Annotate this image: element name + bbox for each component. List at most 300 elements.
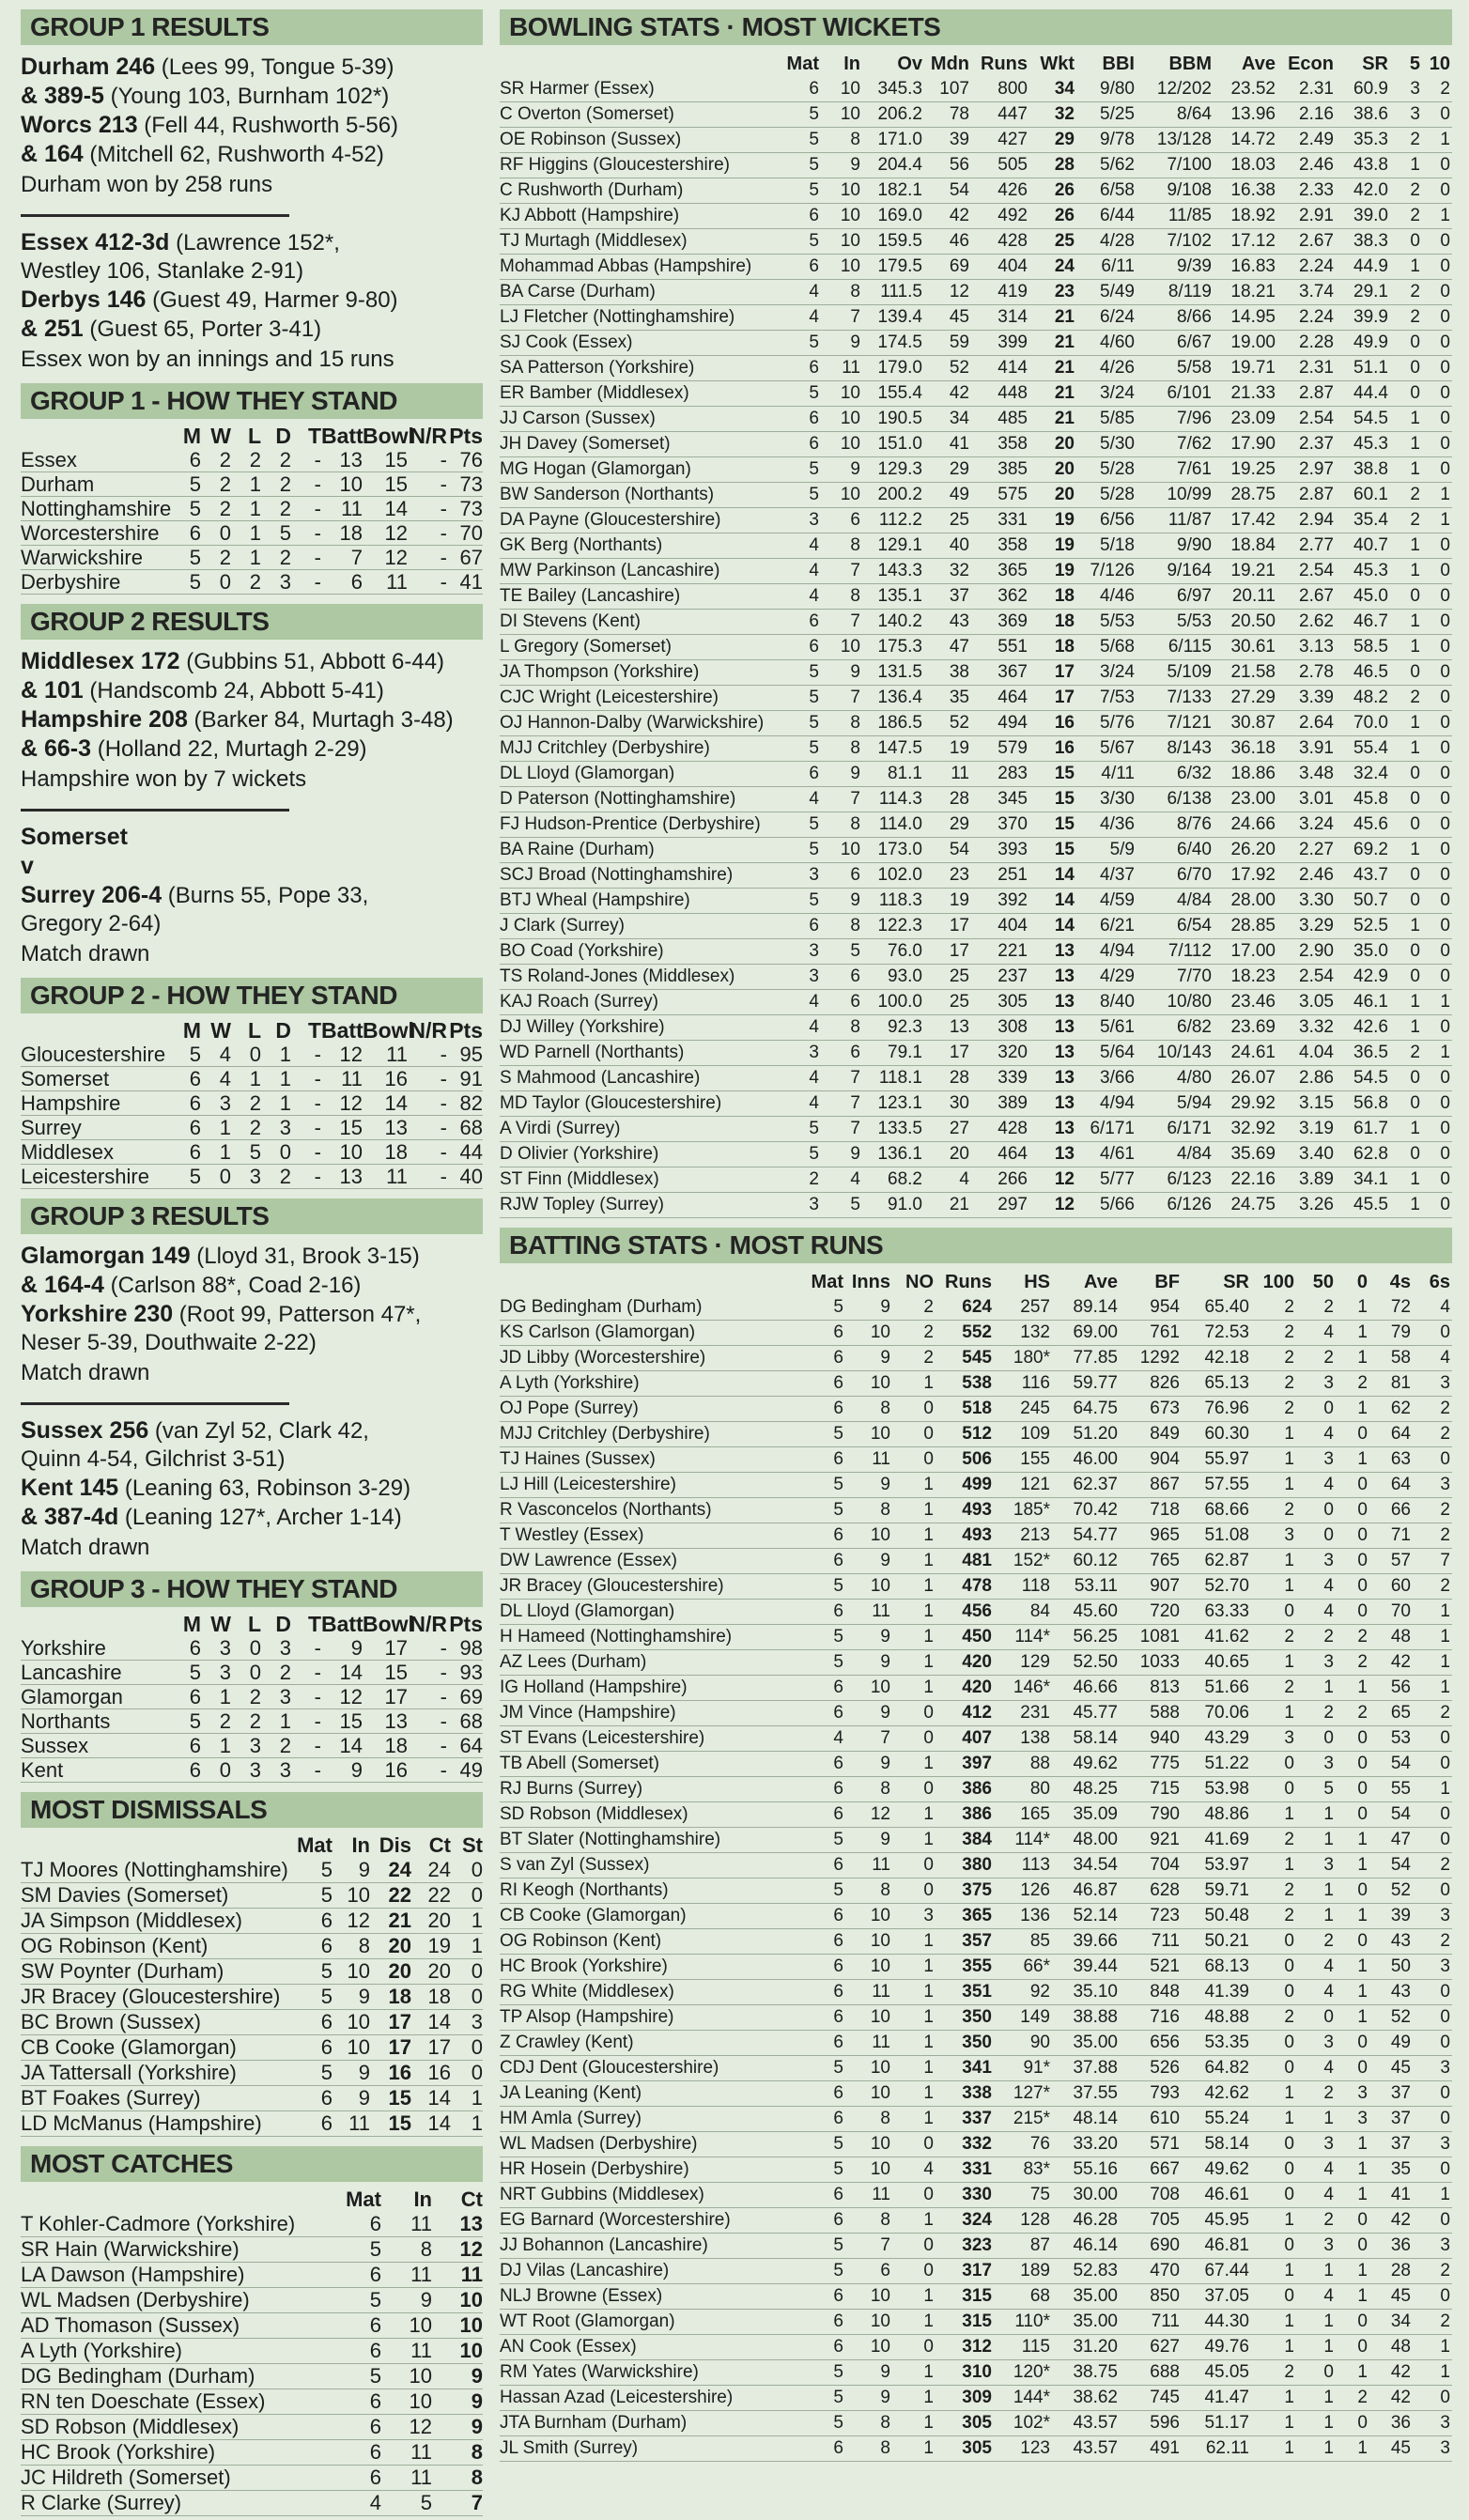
stat-value: 0 xyxy=(1440,307,1450,327)
table-row xyxy=(500,1701,1452,1726)
stat-value: 56 xyxy=(949,155,969,175)
stat-value: 12 xyxy=(384,546,408,569)
stat-value: 26 xyxy=(1054,180,1075,200)
stat-value: 0 xyxy=(1357,1804,1368,1824)
stat-value: 3 xyxy=(809,966,819,986)
player-name: JA Simpson (Middlesex) xyxy=(21,1909,242,1932)
stat-value: 6 xyxy=(320,2086,332,2110)
stat-value: 6/101 xyxy=(1167,383,1212,403)
stat-value: 62.37 xyxy=(1073,1475,1118,1494)
stat-value: 588 xyxy=(1150,1703,1180,1723)
stat-value: 8 xyxy=(850,814,860,834)
stat-value: 110* xyxy=(1014,2311,1050,2331)
player-name: SR Harmer (Essex) xyxy=(500,79,655,99)
stat-value: 1033 xyxy=(1139,1652,1180,1672)
table-row xyxy=(21,2288,483,2313)
stat-value: 123 xyxy=(1020,2438,1050,2458)
stat-value: 186.5 xyxy=(877,713,922,733)
stat-value: 35 xyxy=(1390,2159,1411,2179)
stat-value: 8 xyxy=(420,2237,432,2261)
stat-value: 1 xyxy=(1410,1195,1420,1214)
stat-value: 12 xyxy=(1054,1195,1075,1214)
stat-value: 1 xyxy=(923,1652,934,1672)
stat-value: 2.91 xyxy=(1299,206,1334,225)
section-header xyxy=(21,1571,483,1607)
match-line xyxy=(21,734,483,764)
table-row xyxy=(500,2411,1452,2436)
stat-value: 24 xyxy=(427,1858,451,1881)
stat-value: 40.7 xyxy=(1353,535,1388,555)
stat-value: 3.91 xyxy=(1299,738,1334,758)
stat-value: 3 xyxy=(923,1906,934,1925)
stat-value: 765 xyxy=(1150,1551,1180,1570)
stat-value: 16 xyxy=(427,2061,451,2084)
table-row xyxy=(500,2310,1452,2335)
stat-value: 0 xyxy=(1440,2286,1450,2306)
stat-value: 1081 xyxy=(1139,1627,1180,1647)
table-row xyxy=(21,1858,483,1883)
stat-value: 84 xyxy=(1029,1601,1050,1621)
stat-value: 19 xyxy=(949,738,969,758)
stat-value: 19.71 xyxy=(1230,358,1276,378)
stat-value: 2.24 xyxy=(1299,256,1334,276)
stat-value: 29 xyxy=(1054,130,1075,149)
stat-value: 4 xyxy=(850,1169,860,1189)
stat-value: 45.3 xyxy=(1353,561,1388,580)
stat-value: 24.61 xyxy=(1230,1043,1276,1062)
stat-value: 5/64 xyxy=(1100,1043,1135,1062)
stat-value: 4/46 xyxy=(1100,586,1135,606)
stat-value: - xyxy=(314,1067,321,1090)
stat-value: 63.33 xyxy=(1204,1601,1249,1621)
table-row xyxy=(500,1676,1452,1701)
match-outcome: Hampshire won by 7 wickets xyxy=(21,766,307,792)
match-line xyxy=(21,647,483,676)
stat-value: 11/87 xyxy=(1167,510,1212,530)
stat-value: 34 xyxy=(1054,79,1075,99)
stat-value: 19.00 xyxy=(1230,332,1276,352)
stat-value: 41 xyxy=(1390,2185,1411,2204)
table-row xyxy=(500,255,1452,280)
table-row xyxy=(500,1549,1452,1574)
column-header: Econ xyxy=(1288,54,1334,74)
stat-value: 92 xyxy=(1029,1982,1050,2002)
stat-value: 7/112 xyxy=(1167,941,1212,961)
stat-value: 11 xyxy=(410,2212,432,2235)
stat-value: 399 xyxy=(997,332,1028,352)
stat-value: 138 xyxy=(1020,1728,1050,1748)
stat-value: 70.06 xyxy=(1204,1703,1249,1723)
section-title: BOWLING STATS · MOST WICKETS xyxy=(509,12,941,41)
column-header: SR xyxy=(1223,1272,1249,1292)
stat-value: 65.13 xyxy=(1204,1373,1249,1393)
stat-value: 6 xyxy=(320,2010,332,2033)
stat-value: 15 xyxy=(339,1709,363,1733)
stat-value: - xyxy=(440,521,447,545)
stat-value: 68.66 xyxy=(1204,1500,1249,1520)
stat-value: 397 xyxy=(962,1754,992,1773)
stat-value: 19 xyxy=(949,890,969,910)
stat-value: 1 xyxy=(1284,2413,1294,2433)
stat-value: 8 xyxy=(850,738,860,758)
stat-value: 17.92 xyxy=(1230,865,1276,885)
team-score: & 101 xyxy=(21,677,84,703)
stat-value: 52.70 xyxy=(1204,1576,1249,1596)
match-outcome: Essex won by an innings and 15 runs xyxy=(21,347,394,372)
stat-value: 921 xyxy=(1150,1830,1180,1849)
stat-value: 3.05 xyxy=(1299,992,1334,1012)
match-result-block xyxy=(21,1242,483,1387)
stat-value: 8 xyxy=(850,535,860,555)
stat-value: 81.1 xyxy=(888,764,922,783)
stat-value: 5/18 xyxy=(1100,535,1135,555)
team-score: Glamorgan 149 xyxy=(21,1243,191,1269)
stat-value: 171.0 xyxy=(877,130,922,149)
stat-value: 13 xyxy=(1054,966,1075,986)
stat-value: 37.05 xyxy=(1204,2286,1249,2306)
stat-value: 1 xyxy=(1440,992,1450,1012)
stat-value: 0 xyxy=(471,2035,483,2059)
stat-value: 414 xyxy=(997,358,1028,378)
stat-value: 2 xyxy=(1284,1373,1294,1393)
stat-value: 2 xyxy=(1284,1906,1294,1925)
stat-value: 624 xyxy=(962,1297,992,1317)
stat-value: 76 xyxy=(1029,2134,1050,2154)
stat-value: 1 xyxy=(279,1091,291,1115)
stat-value: 1 xyxy=(1284,2311,1294,2331)
stat-value: 499 xyxy=(962,1475,992,1494)
stat-value: 1 xyxy=(1410,1119,1420,1138)
section-title: GROUP 3 RESULTS xyxy=(30,1201,270,1230)
table-row xyxy=(500,229,1452,255)
stat-value: 2 xyxy=(1410,688,1420,707)
stat-value: 5 xyxy=(833,1576,843,1596)
player-name: DJ Vilas (Lancashire) xyxy=(500,2261,670,2280)
stat-value: 70.0 xyxy=(1353,713,1388,733)
column-header: N/R xyxy=(410,1018,447,1043)
stat-value: 55.24 xyxy=(1204,2109,1249,2128)
stat-value: 2 xyxy=(249,1709,261,1733)
stat-value: 19.21 xyxy=(1230,561,1276,580)
stat-value: 98 xyxy=(459,1636,483,1660)
team-score: Derbys 146 xyxy=(21,286,147,313)
stat-value: 337 xyxy=(962,2109,992,2128)
stat-value: 6 xyxy=(833,2083,843,2103)
player-name: OJ Pope (Surrey) xyxy=(500,1399,639,1418)
stat-value: 39.9 xyxy=(1353,307,1388,327)
table-row xyxy=(500,584,1452,610)
stat-value: 1 xyxy=(1323,1677,1334,1697)
stat-value: 11 xyxy=(410,2440,432,2464)
stat-value: 67 xyxy=(459,546,483,569)
stat-value: 91* xyxy=(1023,2058,1050,2078)
stat-value: 4 xyxy=(369,2491,381,2514)
table-header-row xyxy=(500,51,1452,77)
stat-value: 10 xyxy=(870,2311,890,2331)
stat-value: 9 xyxy=(880,2362,890,2382)
stat-value: 77.85 xyxy=(1073,1348,1118,1368)
stat-value: 38.6 xyxy=(1353,104,1388,124)
match-result-block xyxy=(21,823,483,968)
stat-value: 2.16 xyxy=(1299,104,1334,124)
stat-value: 6 xyxy=(320,1909,332,1932)
stat-value: 6/44 xyxy=(1100,206,1135,225)
stat-value: 45 xyxy=(949,307,969,327)
stat-value: 4 xyxy=(809,992,819,1012)
stat-value: 123.1 xyxy=(877,1093,922,1113)
player-name: JL Smith (Surrey) xyxy=(500,2438,639,2458)
column-header: Batt xyxy=(321,424,363,448)
stat-value: 143.3 xyxy=(877,561,922,580)
stat-value: 28 xyxy=(1054,155,1075,175)
stat-value: 2 xyxy=(279,448,291,472)
stat-value: 182.1 xyxy=(877,180,922,200)
stat-value: 4/28 xyxy=(1100,231,1135,251)
stat-value: 0 xyxy=(1357,2235,1368,2255)
stat-value: 17 xyxy=(388,2035,411,2059)
stat-value: 2 xyxy=(1440,1399,1450,1418)
stat-value: 0 xyxy=(1440,662,1450,682)
stat-value: 50.48 xyxy=(1204,1906,1249,1925)
column-header: 0 xyxy=(1356,1272,1368,1292)
column-header: W xyxy=(210,424,231,448)
player-name: SR Hain (Warwickshire) xyxy=(21,2237,240,2261)
stat-value: 6 xyxy=(833,1399,843,1418)
stat-value: 5/62 xyxy=(1100,155,1135,175)
team-score: & 164-4 xyxy=(21,1272,104,1298)
stat-value: 6 xyxy=(833,1754,843,1773)
table-row xyxy=(500,1574,1452,1600)
score-detail: Gregory 2-64) xyxy=(21,911,162,936)
stat-value: 6 xyxy=(369,2415,381,2438)
stat-value: 20 xyxy=(1054,434,1075,454)
stat-value: 9 xyxy=(350,1636,363,1660)
stat-value: 87 xyxy=(1029,2235,1050,2255)
table-row xyxy=(21,521,483,546)
stat-value: 0 xyxy=(1284,1956,1294,1976)
stat-value: 32 xyxy=(1054,104,1075,124)
stat-value: 0 xyxy=(1440,1144,1450,1164)
player-name: CDJ Dent (Gloucestershire) xyxy=(500,2058,719,2078)
stat-value: 1 xyxy=(1323,1906,1334,1925)
stat-value: 0 xyxy=(1440,637,1450,657)
stat-value: 45.77 xyxy=(1073,1703,1118,1723)
stat-value: 628 xyxy=(1150,1880,1180,1900)
stat-value: 4 xyxy=(959,1169,969,1189)
stat-value: 35.0 xyxy=(1353,941,1388,961)
stat-value: 17 xyxy=(1054,662,1075,682)
stat-value: 506 xyxy=(962,1449,992,1469)
stat-value: 0 xyxy=(1410,1068,1420,1088)
section-header xyxy=(21,978,483,1013)
stat-value: 42 xyxy=(1390,2388,1411,2407)
stat-value: 375 xyxy=(962,1880,992,1900)
stat-value: 2 xyxy=(1323,1297,1334,1317)
stat-value: 6 xyxy=(833,1779,843,1799)
stat-value: 2 xyxy=(1357,1373,1368,1393)
stat-value: 102.0 xyxy=(877,865,922,885)
stat-value: 6/82 xyxy=(1177,1017,1212,1037)
player-name: Kent xyxy=(21,1758,64,1782)
stat-value: 12 xyxy=(339,1685,363,1708)
stat-value: 11 xyxy=(872,2185,890,2204)
stat-value: - xyxy=(314,1758,321,1782)
stat-value: 350 xyxy=(962,2007,992,2027)
stat-value: - xyxy=(440,546,447,569)
stat-value: 1 xyxy=(923,1373,934,1393)
column-header: Pts xyxy=(449,1018,483,1043)
stat-value: 52 xyxy=(1390,1880,1411,1900)
table-row xyxy=(21,570,483,595)
stat-value: 5 xyxy=(809,332,819,352)
stat-value: 46.5 xyxy=(1353,662,1388,682)
stat-value: 49.62 xyxy=(1204,2159,1249,2179)
stat-value: 3.13 xyxy=(1299,637,1334,657)
stat-value: 17.90 xyxy=(1230,434,1276,454)
stat-value: 39 xyxy=(1390,1906,1411,1925)
stat-value: 89.14 xyxy=(1073,1297,1118,1317)
column-header: Mat xyxy=(297,1833,332,1857)
stat-value: 6 xyxy=(833,1982,843,2002)
stat-value: 79.1 xyxy=(888,1043,922,1062)
stat-value: 8 xyxy=(880,2438,890,2458)
player-name: TS Roland-Jones (Middlesex) xyxy=(500,966,735,986)
stat-value: 4 xyxy=(1323,2159,1334,2179)
stat-value: 0 xyxy=(1440,1982,1450,2002)
stat-value: 0 xyxy=(1357,2058,1368,2078)
stat-value: 392 xyxy=(997,890,1028,910)
stat-value: 0 xyxy=(471,1959,483,1983)
stat-value: 1 xyxy=(1323,2109,1334,2128)
stat-value: - xyxy=(440,497,447,520)
stat-value: 1 xyxy=(471,2086,483,2110)
stat-value: 13 xyxy=(1054,1144,1075,1164)
column-header: L xyxy=(247,1612,261,1636)
stat-value: 5 xyxy=(809,104,819,124)
stat-value: 1 xyxy=(1440,2337,1450,2357)
stat-value: 2 xyxy=(1410,1043,1420,1062)
stat-value: 9 xyxy=(880,1348,890,1368)
stat-value: 1 xyxy=(219,1140,231,1164)
column-header: Wkt xyxy=(1040,54,1075,74)
stat-value: 0 xyxy=(1410,1144,1420,1164)
stat-value: 345.3 xyxy=(877,79,922,99)
stat-value: 102* xyxy=(1013,2413,1050,2433)
stat-value: 9 xyxy=(880,1830,890,1849)
table-row xyxy=(500,1929,1452,1955)
stat-value: 7 xyxy=(471,2491,483,2514)
stat-value: 46.1 xyxy=(1353,992,1388,1012)
stat-value: 571 xyxy=(1150,2134,1180,2154)
stat-value: 32.92 xyxy=(1230,1119,1276,1138)
stat-value: 6 xyxy=(833,1906,843,1925)
stat-value: 4 xyxy=(1323,1475,1334,1494)
table-row xyxy=(21,2491,483,2516)
stat-value: 60.1 xyxy=(1353,485,1388,504)
stat-value: 3 xyxy=(1323,1449,1334,1469)
stat-value: 34.1 xyxy=(1353,1169,1388,1189)
player-name: DG Bedingham (Durham) xyxy=(500,1297,703,1317)
stat-value: 3 xyxy=(1440,2058,1450,2078)
stat-value: 8/40 xyxy=(1100,992,1135,1012)
table-row xyxy=(500,1904,1452,1929)
stat-value: 0 xyxy=(1440,1322,1450,1342)
stat-value: 16 xyxy=(1054,713,1075,733)
stat-value: 2 xyxy=(1323,1703,1334,1723)
stat-value: 1 xyxy=(1323,2413,1334,2433)
stat-value: 91 xyxy=(459,1067,483,1090)
player-name: D Paterson (Nottinghamshire) xyxy=(500,789,736,809)
stat-value: 10 xyxy=(840,206,860,225)
stat-value: 37 xyxy=(1390,2109,1411,2128)
stat-value: 144* xyxy=(1013,2388,1050,2407)
stat-value: 9/108 xyxy=(1167,180,1212,200)
player-name: WL Madsen (Derbyshire) xyxy=(500,2134,698,2154)
stat-value: 6 xyxy=(850,992,860,1012)
table-row xyxy=(500,77,1452,102)
player-name: A Lyth (Yorkshire) xyxy=(21,2339,183,2362)
stat-value: 9 xyxy=(880,1551,890,1570)
stat-value: 5/66 xyxy=(1100,1195,1135,1214)
stat-value: 0 xyxy=(923,1880,934,1900)
stat-value: 0 xyxy=(1440,713,1450,733)
stat-value: 384 xyxy=(962,1830,992,1849)
stat-value: 16.83 xyxy=(1230,256,1276,276)
stat-value: 47 xyxy=(1390,1830,1411,1849)
stat-value: 57 xyxy=(1390,1551,1411,1570)
player-name: Somerset xyxy=(21,1067,110,1090)
stat-value: 18.92 xyxy=(1230,206,1276,225)
stat-value: - xyxy=(314,1661,321,1684)
stat-value: 73 xyxy=(459,472,483,496)
table-row xyxy=(21,1091,483,1116)
stat-value: 345 xyxy=(997,789,1028,809)
stat-value: 867 xyxy=(1150,1475,1180,1494)
stat-value: 7 xyxy=(850,688,860,707)
stat-value: 0 xyxy=(1440,1754,1450,1773)
stat-value: 1 xyxy=(1284,1551,1294,1570)
stat-value: 0 xyxy=(249,1043,261,1066)
table-row xyxy=(500,1625,1452,1650)
stat-value: 3 xyxy=(1410,79,1420,99)
stat-value: 5 xyxy=(320,2061,332,2084)
stat-value: 10/99 xyxy=(1167,485,1212,504)
table-row xyxy=(500,1498,1452,1523)
stat-value: 2 xyxy=(249,1116,261,1139)
stat-value: 0 xyxy=(1440,282,1450,301)
stat-value: - xyxy=(314,546,321,569)
stat-value: 121 xyxy=(1020,1475,1050,1494)
stat-value: 1 xyxy=(279,1709,291,1733)
stat-value: 5 xyxy=(809,459,819,479)
stat-value: 2 xyxy=(1410,282,1420,301)
stat-value: 5 xyxy=(189,1661,201,1684)
stat-value: 8 xyxy=(880,2210,890,2230)
stat-value: 66* xyxy=(1023,1956,1050,1976)
stat-value: 6 xyxy=(880,2261,890,2280)
player-name: ER Bamber (Middlesex) xyxy=(500,383,689,403)
stat-value: 2.64 xyxy=(1299,713,1334,733)
stat-value: 179.0 xyxy=(877,358,922,378)
stat-value: 19.25 xyxy=(1230,459,1276,479)
stat-value: 20 xyxy=(427,1909,451,1932)
stat-value: 0 xyxy=(923,2337,934,2357)
stat-value: 66 xyxy=(1390,1500,1411,1520)
section-title: BATTING STATS · MOST RUNS xyxy=(509,1230,884,1260)
stat-value: 11 xyxy=(951,764,969,783)
stat-value: 5 xyxy=(809,814,819,834)
stat-value: 118.3 xyxy=(878,890,922,910)
